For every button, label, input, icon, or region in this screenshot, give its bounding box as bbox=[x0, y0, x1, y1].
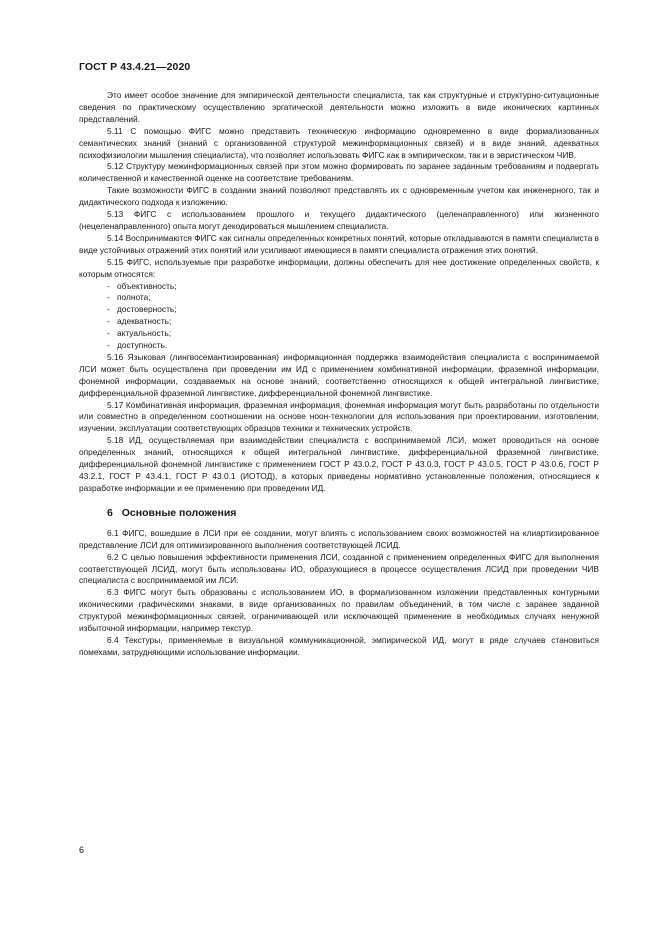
page-number: 6 bbox=[79, 845, 85, 855]
paragraph-5-16: 5.16 Языковая (лингвосемантизированная) информационная поддержка взаимодействия специалиста с воспринимаемой ЛСИ может быть осуществлена при проведении им ИД с применением комбинативной информации, фраземной информации, фонемной информации, создаваемых на основе знаний, соответственно относящихся к общей интегральной лингвистике, дифференциальной фраземной лингвистике, дифференциальной фонемной лингвистике. bbox=[79, 351, 599, 398]
list-dash: - bbox=[107, 280, 110, 291]
paragraph-6-2: 6.2 С целью повышения эффективности применения ЛСИ, созданной с применением определенных ФИГС для выполнения соответствующей ЛСИД, могут быть использованы ИО, образующиеся в процессе осуществления ЛСИД при проведении ЧИВ специалиста с воспринимаемой им ЛСИ. bbox=[79, 551, 599, 586]
paragraph-5-18: 5.18 ИД, осуществляемая при взаимодействии специалиста с воспринимаемой ЛСИ, может проводиться на основе определенных знаний, относящихся к общей интегральной лингвистике, дифференциальной фраземной лингвистике, дифференциальной фонемной лингвистике с применением ГОСТ Р 43.0.2, ГОСТ Р 43.0.3, ГОСТ Р 43.0.5, ГОСТ Р 43.0.6, ГОСТ Р 43.2.1, ГОСТ Р 43.4.1, ГОСТ Р 43.0.1 (ИОТОД), в которых приведены нормативно установленные положения, относящиеся к разработке информации и ее применению при проведении ИД. bbox=[79, 435, 599, 493]
document-id: ГОСТ Р 43.4.21—2020 bbox=[79, 61, 191, 73]
list-item bbox=[79, 304, 599, 316]
document-header bbox=[79, 61, 190, 73]
paragraph-6-3: 6.3 ФИГС могут быть образованы с использованием ИО, в формализованном изложении представленных контурными иконическими графическими знаками, в виде организованных по правилам объединений, в том числе с заранее заданной структурой межинформационных связей, ограничивающей или исключающей применение в необходимых случаях ненужной избыточной информации, например текстур. bbox=[79, 587, 599, 634]
paragraph-5-15: 5.15 ФИГС, используемые при разработке информации, должны обеспечить для нее достижение определенных свойств, к которым относятся: bbox=[79, 256, 599, 279]
section-title: Основные положения bbox=[121, 506, 237, 519]
section-number: 6 bbox=[107, 506, 113, 519]
paragraph-6-1: 6.1 ФИГС, вошедшие в ЛСИ при ее создании, могут влиять с использованием своих возможностей на клиартизированное представление ЛСИ для оптимизированного выполнения соответствующей ЛСИД. bbox=[79, 527, 599, 550]
paragraph-5-13: 5.13 ФИГС с использованием прошлого и текущего дидактического (целенаправленного) или жизненного (нецеленаправленного) опыта могут декодироваться мышлением специалиста. bbox=[79, 209, 599, 231]
section-heading bbox=[79, 506, 599, 520]
paragraph-5-12: 5.12 Структуру межинформационных связей при этом можно формировать по заранее заданным требованиям и подвергать количественной и качественной оценке на соответствие требованиям. bbox=[79, 161, 599, 184]
list-item-text: актуальность; bbox=[117, 328, 172, 339]
list-item-text: достоверность; bbox=[117, 304, 177, 315]
paragraph: Это имеет особое значение для эмпирической деятельности специалиста, так как структурные и структурно-ситуационные сведения по практическому осуществлению эргатической деятельности можно изложить в виде иконических картинных представлений. bbox=[79, 90, 599, 124]
list-dash: - bbox=[107, 304, 110, 315]
list-dash: - bbox=[107, 340, 110, 351]
list-item-text: полнота; bbox=[117, 292, 151, 303]
paragraph: Такие возможности ФИГС в создании знаний позволяют представлять их с одновременным учетом как инженерного, так и дидактического подхода к изложению. bbox=[79, 185, 599, 208]
list-item bbox=[79, 281, 599, 293]
paragraph-5-17: 5.17 Комбинативная информация, фраземная информация, фонемная информация могут быть разработаны по отдельности или совместно в определенном соотношении на основе ноон-технологии для использования при проектировании, изготовлении, изучении, эксплуатации соответствующих образцов техники и технических устройств. bbox=[79, 399, 599, 434]
list-dash: - bbox=[107, 316, 110, 327]
paragraph-6-4: 6.4 Текстуры, применяемые в визуальной коммуникационной, эмпирической ИД, могут в ряде случаев становиться помехами, затрудняющими использование информации. bbox=[79, 634, 599, 657]
list-item-text: адекватность; bbox=[117, 316, 172, 327]
list-item bbox=[79, 316, 599, 328]
list-item bbox=[79, 328, 599, 340]
list-item-text: объективность; bbox=[117, 280, 177, 291]
list-dash: - bbox=[107, 292, 110, 303]
list-item bbox=[79, 292, 599, 304]
list-item bbox=[79, 340, 599, 352]
list-item-text: доступность. bbox=[117, 340, 168, 351]
document-body bbox=[79, 90, 599, 659]
properties-list bbox=[79, 281, 599, 352]
paragraph-5-14: 5.14 Воспринимаются ФИГС как сигналы определенных конкретных понятий, которые откладываются в памяти специалиста в виде устойчивых отражений этих понятий или усиливают имеющиеся в памяти специалиста отражения этих понятий. bbox=[79, 232, 599, 255]
paragraph-5-11: 5.11 С помощью ФИГС можно представить техническую информацию одновременно в виде формализованных семантических знаний (знаний с организованной структурой межинформационных связей) и в виде знаний, адекватных психофизиологии мышления специалиста), что позволяет использовать ФИГС как в эмпирическом, так и в эвристическом ЧИВ. bbox=[79, 125, 599, 160]
list-dash: - bbox=[107, 328, 110, 339]
